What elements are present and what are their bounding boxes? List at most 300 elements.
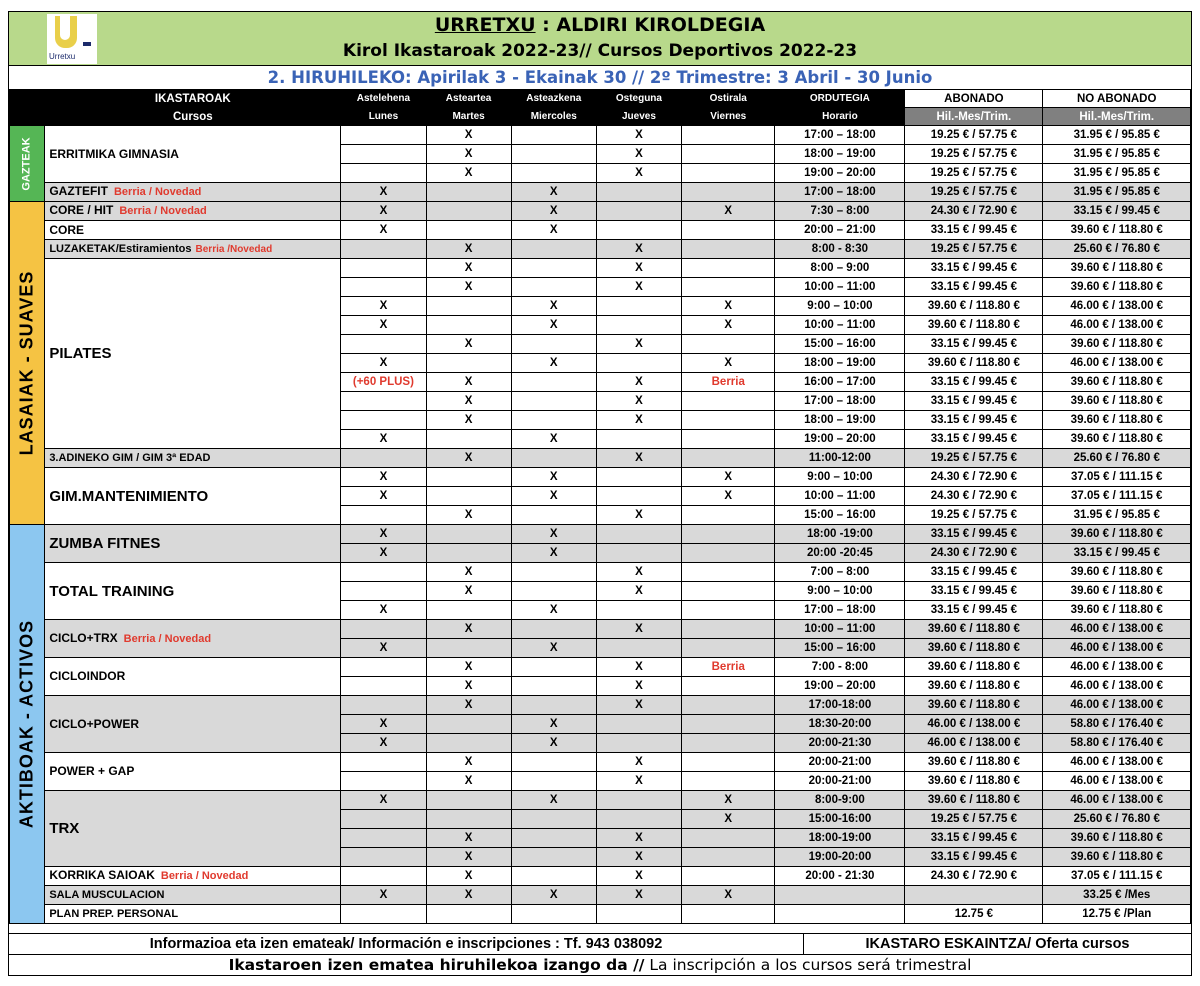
price-abonado: 24.30 € / 72.90 € bbox=[905, 544, 1043, 563]
day-cell: X bbox=[426, 411, 511, 430]
time-cell: 10:00 – 11:00 bbox=[775, 620, 905, 639]
price-abonado: 33.15 € / 99.45 € bbox=[905, 563, 1043, 582]
price-no-abonado: 46.00 € / 138.00 € bbox=[1043, 677, 1191, 696]
day-cell bbox=[682, 525, 775, 544]
time-cell: 20:00 – 21:00 bbox=[775, 221, 905, 240]
day-cell: X bbox=[341, 221, 426, 240]
price-no-abonado: 39.60 € / 118.80 € bbox=[1043, 259, 1191, 278]
day-cell bbox=[511, 335, 596, 354]
logo-text: Urretxu bbox=[49, 52, 76, 61]
day-cell bbox=[596, 316, 681, 335]
day-cell bbox=[682, 867, 775, 886]
footer-info-bar bbox=[9, 933, 1191, 954]
day-cell bbox=[426, 601, 511, 620]
day-cell bbox=[596, 221, 681, 240]
day-cell bbox=[511, 848, 596, 867]
time-cell: 7:00 – 8:00 bbox=[775, 563, 905, 582]
price-no-abonado: 39.60 € / 118.80 € bbox=[1043, 563, 1191, 582]
day-cell: X bbox=[682, 297, 775, 316]
course-table bbox=[9, 89, 1191, 924]
group-label-aktiboak: AKTIBOAK - ACTIVOS bbox=[10, 525, 45, 924]
time-cell: 18:00-19:00 bbox=[775, 829, 905, 848]
col-course-es: Cursos bbox=[45, 108, 341, 126]
day-cell bbox=[426, 525, 511, 544]
day-cell: X bbox=[426, 563, 511, 582]
day-cell bbox=[682, 506, 775, 525]
day-cell: X bbox=[341, 639, 426, 658]
table-row bbox=[10, 867, 1191, 886]
day-cell bbox=[341, 411, 426, 430]
time-cell: 18:00 -19:00 bbox=[775, 525, 905, 544]
col-abonado-sub: Hil.-Mes/Trim. bbox=[905, 108, 1043, 126]
day-cell: X bbox=[341, 468, 426, 487]
table-row bbox=[10, 791, 1191, 810]
day-cell: X bbox=[426, 753, 511, 772]
day-cell bbox=[682, 278, 775, 297]
day-cell bbox=[511, 829, 596, 848]
header-banner bbox=[9, 12, 1191, 66]
day-cell: X bbox=[511, 487, 596, 506]
day-cell: X bbox=[596, 240, 681, 259]
day-cell: X bbox=[511, 601, 596, 620]
day-cell bbox=[341, 240, 426, 259]
time-cell: 15:00 – 16:00 bbox=[775, 639, 905, 658]
price-abonado: 39.60 € / 118.80 € bbox=[905, 791, 1043, 810]
day-cell: X bbox=[426, 373, 511, 392]
day-cell bbox=[511, 753, 596, 772]
day-cell bbox=[426, 297, 511, 316]
day-cell bbox=[596, 297, 681, 316]
table-row bbox=[10, 886, 1191, 905]
price-abonado: 39.60 € / 118.80 € bbox=[905, 677, 1043, 696]
course-name: CICLO+TRX Berria / Novedad bbox=[45, 620, 341, 658]
day-cell bbox=[682, 848, 775, 867]
day-cell: X bbox=[596, 506, 681, 525]
price-no-abonado: 46.00 € / 138.00 € bbox=[1043, 791, 1191, 810]
price-abonado bbox=[905, 886, 1043, 905]
day-cell bbox=[682, 126, 775, 145]
price-abonado: 39.60 € / 118.80 € bbox=[905, 753, 1043, 772]
day-cell: X bbox=[596, 411, 681, 430]
day-cell: X bbox=[341, 183, 426, 202]
day-cell bbox=[426, 487, 511, 506]
day-cell bbox=[511, 373, 596, 392]
price-abonado: 19.25 € / 57.75 € bbox=[905, 183, 1043, 202]
price-abonado: 46.00 € / 138.00 € bbox=[905, 734, 1043, 753]
day-cell bbox=[511, 810, 596, 829]
day-cell bbox=[682, 563, 775, 582]
table-row bbox=[10, 449, 1191, 468]
day-cell bbox=[341, 772, 426, 791]
time-cell: 20:00-21:30 bbox=[775, 734, 905, 753]
price-abonado: 39.60 € / 118.80 € bbox=[905, 639, 1043, 658]
col-mon: Astelehena bbox=[341, 90, 426, 108]
price-no-abonado: 31.95 € / 95.85 € bbox=[1043, 145, 1191, 164]
col-time-es: Horario bbox=[775, 108, 905, 126]
day-cell: X bbox=[426, 278, 511, 297]
day-cell: X bbox=[511, 221, 596, 240]
course-name: ERRITMIKA GIMNASIA bbox=[45, 126, 341, 183]
time-cell: 7:00 - 8:00 bbox=[775, 658, 905, 677]
day-cell: X bbox=[511, 468, 596, 487]
day-cell: X bbox=[341, 544, 426, 563]
price-no-abonado: 37.05 € / 111.15 € bbox=[1043, 468, 1191, 487]
day-cell bbox=[426, 544, 511, 563]
day-cell: X bbox=[596, 582, 681, 601]
price-abonado: 19.25 € / 57.75 € bbox=[905, 145, 1043, 164]
day-cell bbox=[596, 544, 681, 563]
price-no-abonado: 39.60 € / 118.80 € bbox=[1043, 848, 1191, 867]
price-no-abonado: 58.80 € / 176.40 € bbox=[1043, 734, 1191, 753]
price-no-abonado: 37.05 € / 111.15 € bbox=[1043, 487, 1191, 506]
day-cell: X bbox=[596, 278, 681, 297]
day-cell: X bbox=[596, 392, 681, 411]
day-cell: X bbox=[426, 126, 511, 145]
day-cell: X bbox=[596, 126, 681, 145]
time-cell: 18:00 – 19:00 bbox=[775, 145, 905, 164]
course-name: PLAN PREP. PERSONAL bbox=[45, 905, 341, 924]
day-cell: X bbox=[682, 487, 775, 506]
course-name: TRX bbox=[45, 791, 341, 867]
day-cell: X bbox=[341, 715, 426, 734]
day-cell bbox=[341, 677, 426, 696]
price-abonado: 39.60 € / 118.80 € bbox=[905, 658, 1043, 677]
footer-note bbox=[9, 954, 1191, 975]
time-cell: 10:00 – 11:00 bbox=[775, 487, 905, 506]
group-label-gazteak: GAZTEAK bbox=[10, 126, 45, 202]
day-cell: Berria bbox=[682, 658, 775, 677]
time-cell: 9:00 – 10:00 bbox=[775, 297, 905, 316]
day-cell bbox=[511, 145, 596, 164]
day-cell bbox=[682, 430, 775, 449]
day-cell bbox=[341, 848, 426, 867]
table-row bbox=[10, 905, 1191, 924]
course-name: CICLO+POWER bbox=[45, 696, 341, 753]
day-cell bbox=[426, 221, 511, 240]
price-abonado: 33.15 € / 99.45 € bbox=[905, 221, 1043, 240]
price-abonado: 12.75 € bbox=[905, 905, 1043, 924]
price-abonado: 19.25 € / 57.75 € bbox=[905, 449, 1043, 468]
table-row bbox=[10, 753, 1191, 772]
time-cell: 17:00 – 18:00 bbox=[775, 392, 905, 411]
day-cell bbox=[596, 905, 681, 924]
price-no-abonado: 39.60 € / 118.80 € bbox=[1043, 582, 1191, 601]
time-cell: 15:00-16:00 bbox=[775, 810, 905, 829]
time-cell: 10:00 – 11:00 bbox=[775, 316, 905, 335]
table-row bbox=[10, 126, 1191, 145]
price-no-abonado: 46.00 € / 138.00 € bbox=[1043, 620, 1191, 639]
col-wed: Asteazkena bbox=[511, 90, 596, 108]
day-cell: X bbox=[341, 886, 426, 905]
day-cell bbox=[341, 905, 426, 924]
new-badge: Berria / Novedad bbox=[119, 205, 207, 217]
price-no-abonado: 37.05 € / 111.15 € bbox=[1043, 867, 1191, 886]
day-cell: X bbox=[341, 316, 426, 335]
day-cell bbox=[511, 696, 596, 715]
day-cell bbox=[511, 677, 596, 696]
day-cell bbox=[596, 430, 681, 449]
day-cell bbox=[426, 715, 511, 734]
price-no-abonado: 46.00 € / 138.00 € bbox=[1043, 696, 1191, 715]
day-cell: X bbox=[682, 886, 775, 905]
contact-info: Informazioa eta izen emateak/ Información e inscripciones : Tf. 943 038092 bbox=[9, 934, 804, 954]
day-cell: X bbox=[596, 886, 681, 905]
price-no-abonado: 46.00 € / 138.00 € bbox=[1043, 297, 1191, 316]
time-cell: 9:00 – 10:00 bbox=[775, 468, 905, 487]
day-cell bbox=[682, 544, 775, 563]
day-cell bbox=[341, 582, 426, 601]
price-no-abonado: 25.60 € / 76.80 € bbox=[1043, 449, 1191, 468]
day-cell: X bbox=[511, 886, 596, 905]
day-cell: X bbox=[341, 430, 426, 449]
day-cell bbox=[682, 259, 775, 278]
day-cell: X bbox=[596, 563, 681, 582]
time-cell: 17:00 – 18:00 bbox=[775, 183, 905, 202]
price-no-abonado: 33.25 € /Mes bbox=[1043, 886, 1191, 905]
note-rest: La inscripción a los cursos será trimestral bbox=[644, 956, 972, 974]
day-cell bbox=[682, 753, 775, 772]
day-cell bbox=[341, 753, 426, 772]
price-abonado: 33.15 € / 99.45 € bbox=[905, 278, 1043, 297]
day-cell bbox=[596, 791, 681, 810]
day-cell bbox=[682, 164, 775, 183]
table-row bbox=[10, 240, 1191, 259]
time-cell: 8:00 – 9:00 bbox=[775, 259, 905, 278]
day-cell bbox=[426, 468, 511, 487]
time-cell: 15:00 – 16:00 bbox=[775, 335, 905, 354]
day-cell bbox=[682, 677, 775, 696]
price-no-abonado: 46.00 € / 138.00 € bbox=[1043, 316, 1191, 335]
time-cell: 11:00-12:00 bbox=[775, 449, 905, 468]
day-cell: X bbox=[596, 335, 681, 354]
col-fri: Ostirala bbox=[682, 90, 775, 108]
col-no-abonado-sub: Hil.-Mes/Trim. bbox=[1043, 108, 1191, 126]
day-cell: X bbox=[596, 620, 681, 639]
course-name: LUZAKETAK/Estiramientos Berria /Novedad bbox=[45, 240, 341, 259]
price-no-abonado: 39.60 € / 118.80 € bbox=[1043, 392, 1191, 411]
day-cell: X bbox=[426, 449, 511, 468]
day-cell: X bbox=[682, 791, 775, 810]
price-abonado: 39.60 € / 118.80 € bbox=[905, 620, 1043, 639]
day-cell bbox=[511, 240, 596, 259]
day-cell bbox=[341, 145, 426, 164]
day-cell bbox=[596, 525, 681, 544]
time-cell: 18:00 – 19:00 bbox=[775, 354, 905, 373]
table-row bbox=[10, 183, 1191, 202]
day-cell bbox=[682, 449, 775, 468]
table-row bbox=[10, 620, 1191, 639]
day-cell bbox=[682, 145, 775, 164]
price-no-abonado: 12.75 € /Plan bbox=[1043, 905, 1191, 924]
day-cell: X bbox=[511, 183, 596, 202]
day-cell bbox=[511, 392, 596, 411]
day-cell: X bbox=[596, 753, 681, 772]
day-cell bbox=[341, 506, 426, 525]
day-cell: X bbox=[682, 810, 775, 829]
price-abonado: 39.60 € / 118.80 € bbox=[905, 316, 1043, 335]
day-cell bbox=[596, 468, 681, 487]
price-no-abonado: 46.00 € / 138.00 € bbox=[1043, 354, 1191, 373]
course-name: GIM.MANTENIMIENTO bbox=[45, 468, 341, 525]
day-cell bbox=[511, 582, 596, 601]
price-abonado: 33.15 € / 99.45 € bbox=[905, 582, 1043, 601]
time-cell: 8:00 - 8:30 bbox=[775, 240, 905, 259]
day-cell: X bbox=[511, 430, 596, 449]
price-no-abonado: 39.60 € / 118.80 € bbox=[1043, 601, 1191, 620]
day-cell bbox=[511, 411, 596, 430]
day-cell: X bbox=[511, 525, 596, 544]
price-no-abonado: 33.15 € / 99.45 € bbox=[1043, 202, 1191, 221]
day-cell bbox=[682, 392, 775, 411]
day-cell bbox=[341, 126, 426, 145]
course-name: TOTAL TRAINING bbox=[45, 563, 341, 620]
time-cell bbox=[775, 886, 905, 905]
col-thu-es: Jueves bbox=[596, 108, 681, 126]
col-wed-es: Miercoles bbox=[511, 108, 596, 126]
day-cell: X bbox=[511, 791, 596, 810]
day-cell bbox=[341, 392, 426, 411]
group-label-lasaiak: LASAIAK - SUAVES bbox=[10, 202, 45, 525]
day-cell bbox=[426, 183, 511, 202]
time-cell: 20:00 -20:45 bbox=[775, 544, 905, 563]
day-cell bbox=[426, 810, 511, 829]
day-cell bbox=[596, 202, 681, 221]
price-abonado: 24.30 € / 72.90 € bbox=[905, 487, 1043, 506]
table-row bbox=[10, 658, 1191, 677]
day-cell bbox=[341, 829, 426, 848]
new-badge: Berria / Novedad bbox=[113, 186, 202, 198]
day-cell: (+60 PLUS) bbox=[341, 373, 426, 392]
price-abonado: 33.15 € / 99.45 € bbox=[905, 335, 1043, 354]
price-no-abonado: 25.60 € / 76.80 € bbox=[1043, 810, 1191, 829]
price-no-abonado: 31.95 € / 95.85 € bbox=[1043, 164, 1191, 183]
day-cell bbox=[426, 905, 511, 924]
price-no-abonado: 39.60 € / 118.80 € bbox=[1043, 335, 1191, 354]
price-abonado: 24.30 € / 72.90 € bbox=[905, 468, 1043, 487]
day-cell: X bbox=[426, 164, 511, 183]
day-cell bbox=[511, 126, 596, 145]
day-cell: X bbox=[596, 164, 681, 183]
day-cell: X bbox=[511, 202, 596, 221]
day-cell: X bbox=[426, 658, 511, 677]
price-no-abonado: 58.80 € / 176.40 € bbox=[1043, 715, 1191, 734]
day-cell bbox=[596, 639, 681, 658]
time-cell: 15:00 – 16:00 bbox=[775, 506, 905, 525]
day-cell: X bbox=[341, 297, 426, 316]
day-cell bbox=[426, 316, 511, 335]
day-cell bbox=[426, 354, 511, 373]
day-cell bbox=[682, 240, 775, 259]
price-no-abonado: 39.60 € / 118.80 € bbox=[1043, 411, 1191, 430]
day-cell: X bbox=[426, 582, 511, 601]
course-name: ZUMBA FITNES bbox=[45, 525, 341, 563]
day-cell bbox=[596, 354, 681, 373]
price-no-abonado: 25.60 € / 76.80 € bbox=[1043, 240, 1191, 259]
day-cell bbox=[596, 810, 681, 829]
header-row-2 bbox=[10, 108, 1191, 126]
price-abonado: 33.15 € / 99.45 € bbox=[905, 411, 1043, 430]
day-cell bbox=[682, 582, 775, 601]
price-abonado: 33.15 € / 99.45 € bbox=[905, 392, 1043, 411]
time-cell: 16:00 – 17:00 bbox=[775, 373, 905, 392]
day-cell bbox=[426, 791, 511, 810]
day-cell: X bbox=[596, 867, 681, 886]
price-no-abonado: 46.00 € / 138.00 € bbox=[1043, 639, 1191, 658]
day-cell: X bbox=[511, 316, 596, 335]
time-cell: 7:30 – 8:00 bbox=[775, 202, 905, 221]
day-cell: X bbox=[511, 544, 596, 563]
day-cell: X bbox=[426, 848, 511, 867]
day-cell: X bbox=[596, 772, 681, 791]
day-cell bbox=[682, 772, 775, 791]
day-cell: X bbox=[596, 829, 681, 848]
day-cell bbox=[682, 696, 775, 715]
period-banner: 2. HIRUHILEKO: Apirilak 3 - Ekainak 30 // 2º Trimestre: 3 Abril - 30 Junio bbox=[267, 68, 933, 87]
day-cell bbox=[682, 734, 775, 753]
time-cell: 20:00-21:00 bbox=[775, 772, 905, 791]
day-cell: X bbox=[511, 297, 596, 316]
price-no-abonado: 39.60 € / 118.80 € bbox=[1043, 525, 1191, 544]
day-cell: X bbox=[511, 734, 596, 753]
day-cell: X bbox=[426, 335, 511, 354]
day-cell bbox=[511, 164, 596, 183]
price-abonado: 33.15 € / 99.45 € bbox=[905, 373, 1043, 392]
day-cell bbox=[511, 905, 596, 924]
price-no-abonado: 31.95 € / 95.85 € bbox=[1043, 126, 1191, 145]
price-no-abonado: 39.60 € / 118.80 € bbox=[1043, 829, 1191, 848]
day-cell: X bbox=[511, 639, 596, 658]
price-no-abonado: 33.15 € / 99.45 € bbox=[1043, 544, 1191, 563]
day-cell: X bbox=[426, 772, 511, 791]
new-badge: Berria / Novedad bbox=[160, 870, 249, 882]
time-cell: 19:00 – 20:00 bbox=[775, 164, 905, 183]
price-abonado: 24.30 € / 72.90 € bbox=[905, 867, 1043, 886]
day-cell: X bbox=[426, 259, 511, 278]
course-name: POWER + GAP bbox=[45, 753, 341, 791]
day-cell bbox=[341, 278, 426, 297]
price-abonado: 39.60 € / 118.80 € bbox=[905, 354, 1043, 373]
col-time: ORDUTEGIA bbox=[775, 90, 905, 108]
time-cell: 19:00-20:00 bbox=[775, 848, 905, 867]
time-cell: 10:00 – 11:00 bbox=[775, 278, 905, 297]
price-no-abonado: 31.95 € / 95.85 € bbox=[1043, 506, 1191, 525]
table-row bbox=[10, 563, 1191, 582]
course-name: KORRIKA SAIOAK Berria / Novedad bbox=[45, 867, 341, 886]
day-cell: X bbox=[341, 487, 426, 506]
day-cell bbox=[426, 639, 511, 658]
day-cell bbox=[426, 202, 511, 221]
price-abonado: 19.25 € / 57.75 € bbox=[905, 164, 1043, 183]
price-abonado: 19.25 € / 57.75 € bbox=[905, 810, 1043, 829]
day-cell bbox=[341, 658, 426, 677]
day-cell bbox=[341, 696, 426, 715]
price-no-abonado: 39.60 € / 118.80 € bbox=[1043, 221, 1191, 240]
title-rest: : ALDIRI KIROLDEGIA bbox=[535, 14, 766, 36]
day-cell: X bbox=[682, 468, 775, 487]
day-cell: X bbox=[596, 848, 681, 867]
day-cell bbox=[682, 601, 775, 620]
price-abonado: 33.15 € / 99.45 € bbox=[905, 848, 1043, 867]
day-cell bbox=[511, 867, 596, 886]
day-cell: X bbox=[596, 145, 681, 164]
price-abonado: 19.25 € / 57.75 € bbox=[905, 126, 1043, 145]
price-abonado: 33.15 € / 99.45 € bbox=[905, 430, 1043, 449]
day-cell bbox=[511, 506, 596, 525]
day-cell: X bbox=[682, 354, 775, 373]
day-cell bbox=[511, 772, 596, 791]
table-row bbox=[10, 468, 1191, 487]
price-abonado: 33.15 € / 99.45 € bbox=[905, 259, 1043, 278]
